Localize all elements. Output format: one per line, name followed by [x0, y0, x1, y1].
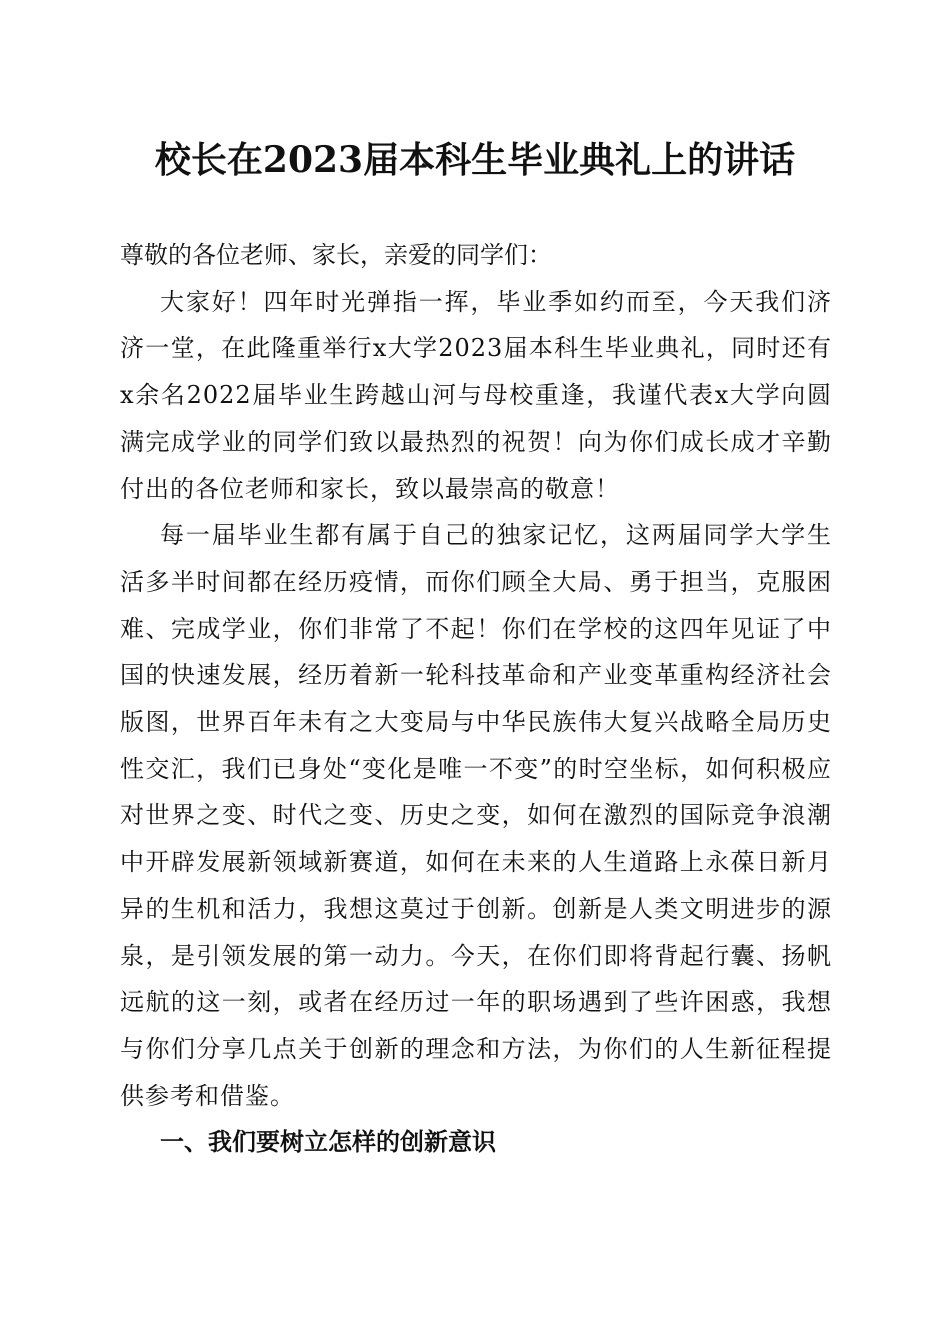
paragraph-greeting: 大家好！四年时光弹指一挥，毕业季如约而至，今天我们济济一堂，在此隆重举行x大学2023届本科生毕业典礼，同时还有x余名2022届毕业生跨越山河与母校重逢，我谨代表x大学向圆满完成学业的同学们致以最热烈的祝贺！向为你们成长成才辛勤付出的各位老师和家长，致以最崇高的敬意！ [120, 287, 832, 503]
salutation: 尊敬的各位老师、家长，亲爱的同学们： [120, 241, 552, 269]
section-heading: 一、我们要树立怎样的创新意识 [160, 1128, 496, 1157]
paragraph-memories: 每一届毕业生都有属于自己的独家记忆，这两届同学大学生活多半时间都在经历疫情，而你们顾全大局、勇于担当，克服困难、完成学业，你们非常了不起！你们在学校的这四年见证了中国的快速发展，经历着新一轮科技革命和产业变革重构经济社会版图，世界百年未有之大变局与中华民族伟大复兴战略全局历史性交汇，我们已身处“变化是唯一不变”的时空坐标，如何积极应对世界之变、时代之变、历史之变，如何在激烈的国际竞争浪潮中开辟发展新领域新赛道，如何在未来的人生道路上永葆日新月异的生机和活力，我想这莫过于创新。创新是人类文明进步的源泉，是引领发展的第一动力。今天，在你们即将背起行囊、扬帆远航的这一刻，或者在经历过一年的职场遇到了些许困惑，我想与你们分享几点关于创新的理念和方法，为你们的人生新征程提供参考和借鉴。 [120, 521, 832, 1110]
document-body [120, 232, 832, 1166]
document-title: 校长在2023届本科生毕业典礼上的讲话 [154, 139, 796, 181]
